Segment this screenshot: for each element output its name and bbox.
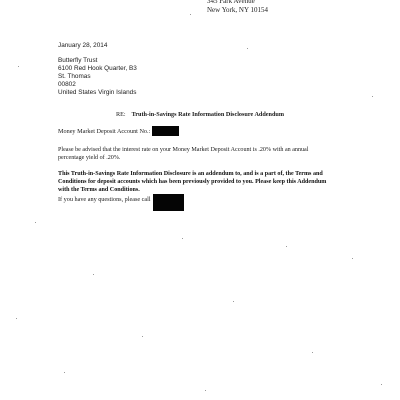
questions-line: [58, 196, 184, 211]
addendum-line1: This Truth-in-Savings Rate Information Disclosure is an addendum to, and is a part of, the Terms and: [58, 171, 323, 177]
scan-speck: [205, 390, 206, 391]
sender-address-line1: 345 Park Avenue: [207, 0, 255, 5]
scan-speck: [190, 14, 191, 15]
interest-rate-line1: Please be advised that the interest rate on your Money Market Deposit Account is .20% with an annual: [58, 147, 309, 153]
addendum-paragraph: [58, 170, 368, 194]
recipient-postal-code: 00802: [58, 81, 76, 88]
recipient-city: St. Thomas: [58, 73, 91, 80]
scan-speck: [18, 66, 19, 67]
scan-speck: [182, 238, 183, 239]
scan-speck: [352, 258, 353, 259]
recipient-country: United States Virgin Islands: [58, 89, 137, 96]
scan-speck: [233, 301, 234, 302]
recipient-street: 6100 Red Hook Quarter, B3: [58, 65, 137, 72]
scan-speck: [35, 222, 36, 223]
scan-speck: [312, 352, 313, 353]
redacted-account-number: [152, 126, 179, 136]
account-number-label: Money Market Deposit Account No.:: [58, 127, 151, 135]
subject-line: [0, 111, 400, 118]
questions-text: If you have any questions, please call: [58, 196, 151, 203]
sender-address-line2: New York, NY 10154: [207, 6, 268, 14]
scan-speck: [372, 96, 373, 97]
redacted-phone-number: [153, 194, 184, 211]
scan-speck: [93, 274, 94, 275]
recipient-address: [58, 57, 137, 97]
interest-rate-paragraph: [58, 146, 358, 162]
subject-text: Truth-in-Savings Rate Information Disclosure Addendum: [131, 111, 285, 118]
recipient-name: Butterfly Trust: [58, 57, 98, 64]
scan-speck: [247, 48, 248, 49]
addendum-line3: with the Terms and Conditions.: [58, 187, 140, 193]
scan-speck: [381, 384, 382, 385]
scan-speck: [142, 336, 143, 337]
letter-date: January 28, 2014: [58, 42, 108, 49]
addendum-line2: Conditions for deposit accounts which has been previously provided to you. Please keep this Addendum: [58, 179, 327, 185]
interest-rate-line2: percentage yield of .20%.: [58, 155, 121, 161]
scan-speck: [16, 318, 17, 319]
scan-speck: [286, 246, 287, 247]
scan-speck: [64, 372, 65, 373]
sender-address: [207, 0, 268, 15]
subject-label: RE:: [115, 111, 126, 118]
account-number-line: [58, 126, 179, 136]
